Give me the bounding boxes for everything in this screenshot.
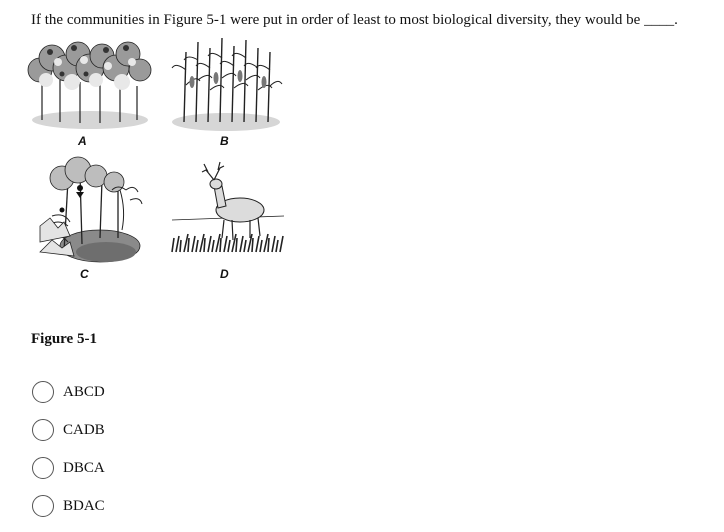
figure-5-1 [22, 30, 302, 290]
answer-option-label: BDAC [63, 497, 105, 514]
answer-option-2[interactable] [32, 416, 105, 444]
figure-caption: Figure 5-1 [31, 331, 97, 347]
figure-illustration [22, 30, 302, 290]
answer-option-3[interactable] [32, 454, 105, 482]
grassland-deer-illustration [172, 162, 284, 252]
question-text: If the communities in Figure 5-1 were put in order of least to most biological diversity, they would be ____. [31, 12, 678, 28]
panel-label-c: C [80, 267, 89, 281]
panel-label-a: A [78, 134, 87, 148]
radio-button[interactable] [32, 381, 54, 403]
answer-option-4[interactable] [32, 492, 105, 520]
answer-option-1[interactable] [32, 378, 105, 406]
answer-option-label: ABCD [63, 383, 105, 400]
radio-button[interactable] [32, 419, 54, 441]
panel-label-b: B [220, 134, 229, 148]
radio-button[interactable] [32, 457, 54, 479]
forest-illustration [28, 42, 151, 129]
answer-option-label: DBCA [63, 459, 105, 476]
rainforest-illustration [40, 157, 142, 262]
panel-label-d: D [220, 267, 229, 281]
cornfield-illustration [172, 38, 282, 131]
answer-option-label: CADB [63, 421, 105, 438]
radio-button[interactable] [32, 495, 54, 517]
